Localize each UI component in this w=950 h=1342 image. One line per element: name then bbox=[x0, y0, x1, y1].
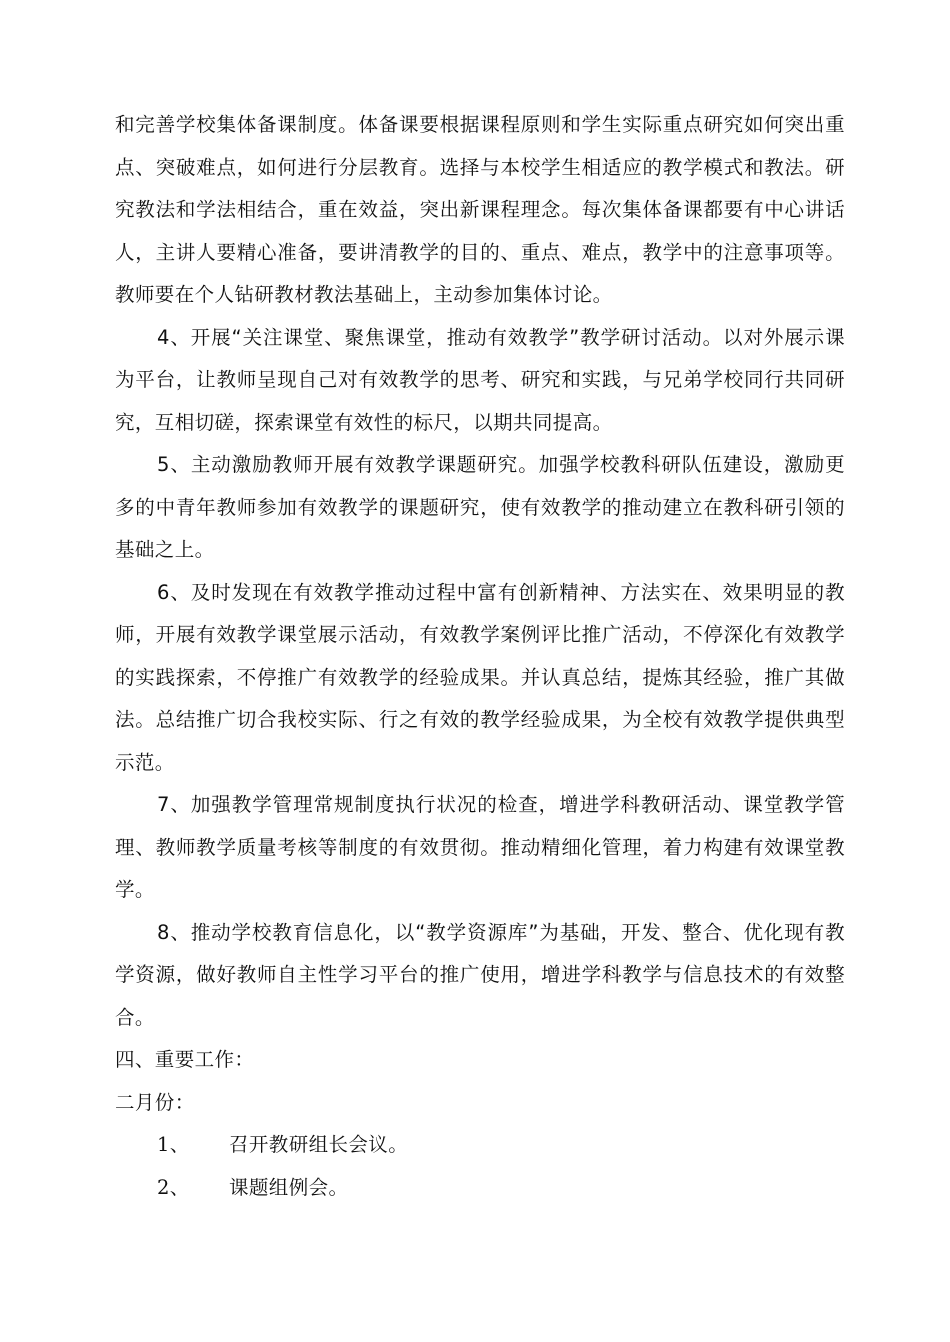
paragraph-item-7: 7、加强教学管理常规制度执行状况的检查，增进学科教研活动、课堂教学管理、教师教学质量考核等制度的有效贯彻。推动精细化管理，着力构建有效课堂教学。 bbox=[115, 793, 845, 901]
list-item bbox=[115, 1124, 845, 1167]
list-item-text: 课题组例会。 bbox=[229, 1175, 349, 1199]
list-item-text: 召开教研组长会议。 bbox=[229, 1133, 409, 1156]
month-heading: 二月份： bbox=[115, 1090, 195, 1114]
paragraph-collective-lesson-prep: 和完善学校集体备课制度。体备课要根据课程原则和学生实际重点研究如何突出重点、突破难点，如何进行分层教育。选择与本校学生相适应的教学模式和教法。研究教法和学法相结合，重在效益，突出新课程理念。每次集体备课都要有中心讲话人，主讲人要精心准备，要讲清教学的目的、重点、难点，教学中的注意事项等。教师要在个人钻研教材教法基础上，主动参加集体讨论。 bbox=[115, 113, 845, 306]
section-heading: 四、重要工作： bbox=[115, 1048, 255, 1071]
document-page bbox=[115, 104, 845, 1209]
list-item-number: 1、 bbox=[157, 1133, 190, 1156]
list-item bbox=[115, 1167, 845, 1210]
paragraph-item-6: 6、及时发现在有效教学推动过程中富有创新精神、方法实在、效果明显的教师，开展有效教学课堂展示活动，有效教学案例评比推广活动，不停深化有效教学的实践探索，不停推广有效教学的经验成果。并认真总结，提炼其经验，推广其做法。总结推广切合我校实际、行之有效的教学经验成果，为全校有效教学提供典型示范。 bbox=[115, 580, 845, 774]
paragraph-item-8: 8、推动学校教育信息化，以“教学资源库”为基础，开发、整合、优化现有教学资源，做好教师自主性学习平台的推广使用，增进学科教学与信息技术的有效整合。 bbox=[115, 920, 845, 1029]
paragraph-item-4: 4、开展“关注课堂、聚焦课堂，推动有效教学”教学研讨活动。以对外展示课为平台，让教师呈现自己对有效教学的思考、研究和实践，与兄弟学校同行共同研究，互相切磋，探索课堂有效性的标尺，以期共同提高。 bbox=[115, 325, 845, 434]
list-item-number: 2、 bbox=[157, 1175, 190, 1199]
paragraph-item-5: 5、主动激励教师开展有效教学课题研究。加强学校教科研队伍建设，激励更多的中青年教师参加有效教学的课题研究，使有效教学的推动建立在教科研引领的基础之上。 bbox=[115, 453, 845, 561]
